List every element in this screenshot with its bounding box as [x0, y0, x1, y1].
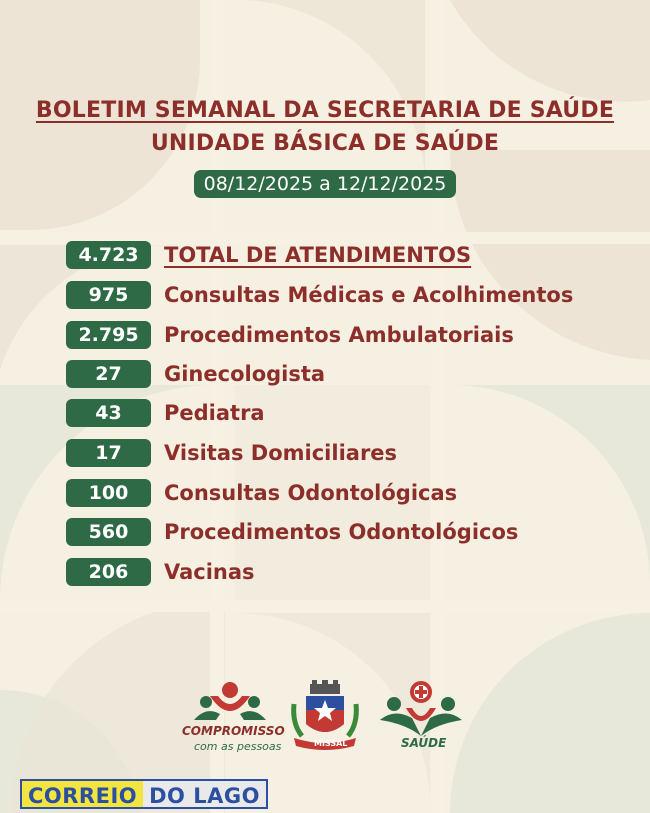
stat-value: 2.795	[66, 321, 151, 349]
stat-label: Consultas Médicas e Acolhimentos	[164, 283, 574, 307]
crest-label: MISSAL	[314, 739, 348, 748]
compromisso-subtitle: com as pessoas	[194, 740, 282, 753]
stat-row	[66, 360, 626, 390]
footer-logos	[180, 680, 470, 760]
stat-row	[66, 518, 626, 548]
compromisso-logo	[180, 680, 285, 760]
stat-value: 100	[66, 479, 151, 507]
stat-row	[66, 281, 626, 311]
compromisso-title: COMPROMISSO	[182, 724, 285, 738]
saude-logo	[376, 680, 466, 760]
stat-label: TOTAL DE ATENDIMENTOS	[164, 243, 472, 267]
people-heart-icon	[180, 680, 280, 726]
stat-label: Visitas Domiciliares	[164, 441, 398, 465]
stat-label: Ginecologista	[164, 362, 326, 386]
stat-value: 27	[66, 360, 151, 388]
stat-value: 43	[66, 399, 151, 427]
stat-row	[66, 321, 626, 351]
stat-value: 560	[66, 518, 151, 546]
unit-subtitle: UNIDADE BÁSICA DE SAÚDE	[150, 131, 500, 156]
stat-label: Vacinas	[164, 560, 255, 584]
stat-value: 17	[66, 439, 151, 467]
stat-label: Procedimentos Odontológicos	[164, 520, 519, 544]
stat-row	[66, 439, 626, 469]
watermark-part1: CORREIO	[20, 779, 143, 809]
stat-label: Pediatra	[164, 401, 265, 425]
stat-value: 975	[66, 281, 151, 309]
stat-label: Consultas Odontológicas	[164, 481, 458, 505]
stat-label: Procedimentos Ambulatoriais	[164, 323, 514, 347]
health-heart-icon	[376, 680, 466, 736]
saude-label: SAÚDE	[401, 736, 447, 750]
stat-row	[66, 558, 626, 588]
stat-row-total	[66, 241, 626, 271]
stat-row	[66, 479, 626, 509]
date-range-badge: 08/12/2025 a 12/12/2025	[194, 170, 456, 198]
correio-do-lago-watermark	[20, 779, 280, 809]
stat-value: 206	[66, 558, 151, 586]
bulletin-title: BOLETIM SEMANAL DA SECRETARIA DE SAÚDE	[35, 98, 615, 123]
stat-row	[66, 399, 626, 429]
municipal-crest-logo	[288, 680, 362, 760]
stat-value: 4.723	[66, 241, 151, 269]
watermark-part2: DO LAGO	[143, 779, 268, 809]
